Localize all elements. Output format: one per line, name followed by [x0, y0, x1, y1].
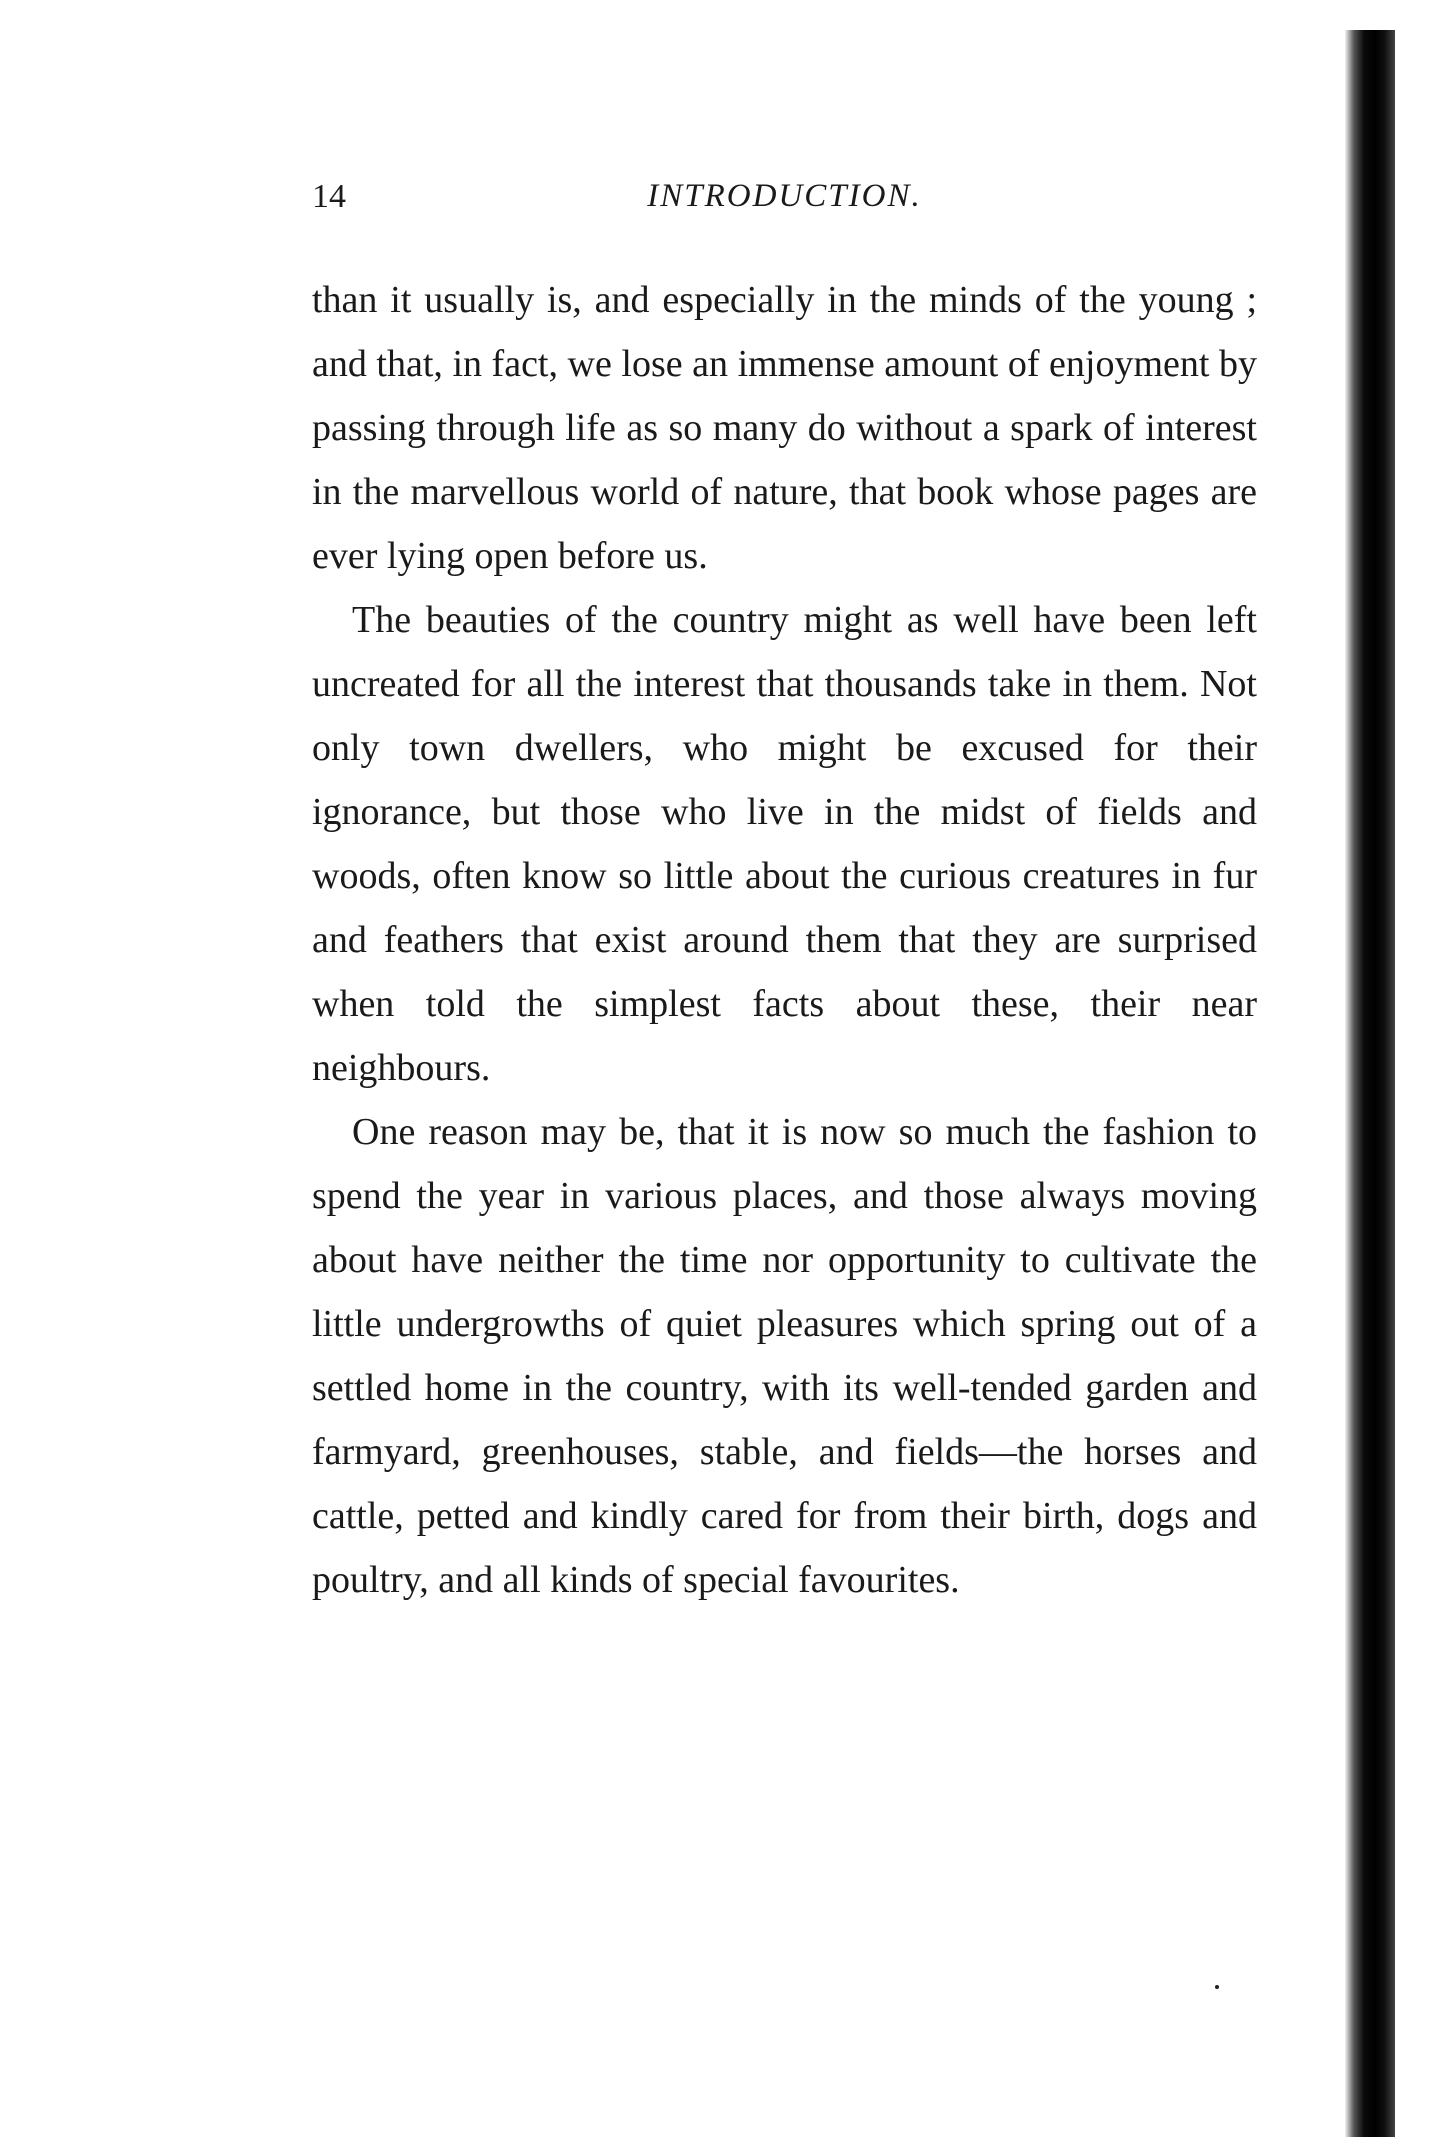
binding-shadow	[1345, 30, 1395, 2137]
body-text	[312, 268, 1257, 1612]
page-number: 14	[312, 178, 346, 215]
running-head: INTRODUCTION.	[647, 178, 922, 214]
paragraph: The beauties of the country might as well have been left uncreated for all the interest that thousands take in them. Not only town dwellers, who might be excused for their ignorance, but those who live in the midst of fields and woods, often know so little about the curious creatures in fur and feathers that exist around them that they are surprised when told the simplest facts about these, their near neighbours.	[312, 599, 1257, 1089]
page-edge	[1395, 30, 1429, 2137]
ink-speck	[1215, 1985, 1219, 1989]
paragraph: One reason may be, that it is now so much the fashion to spend the year in various places, and those always moving about have neither the time nor opportunity to cultivate the little undergrowths of quiet pleasures which spring out of a settled home in the country, with its well-tended garden and farmyard, greenhouses, stable, and fields—the horses and cattle, petted and kindly cared for from their birth, dogs and poultry, and all kinds of special favourites.	[312, 1111, 1257, 1601]
page-header	[312, 178, 1257, 228]
paragraph-continuation: than it usually is, and especially in the minds of the young ; and that, in fact, we lose an immense amount of enjoyment by passing through life as so many do without a spark of interest in the marvellous world of nature, that book whose pages are ever lying open before us.	[312, 279, 1257, 577]
